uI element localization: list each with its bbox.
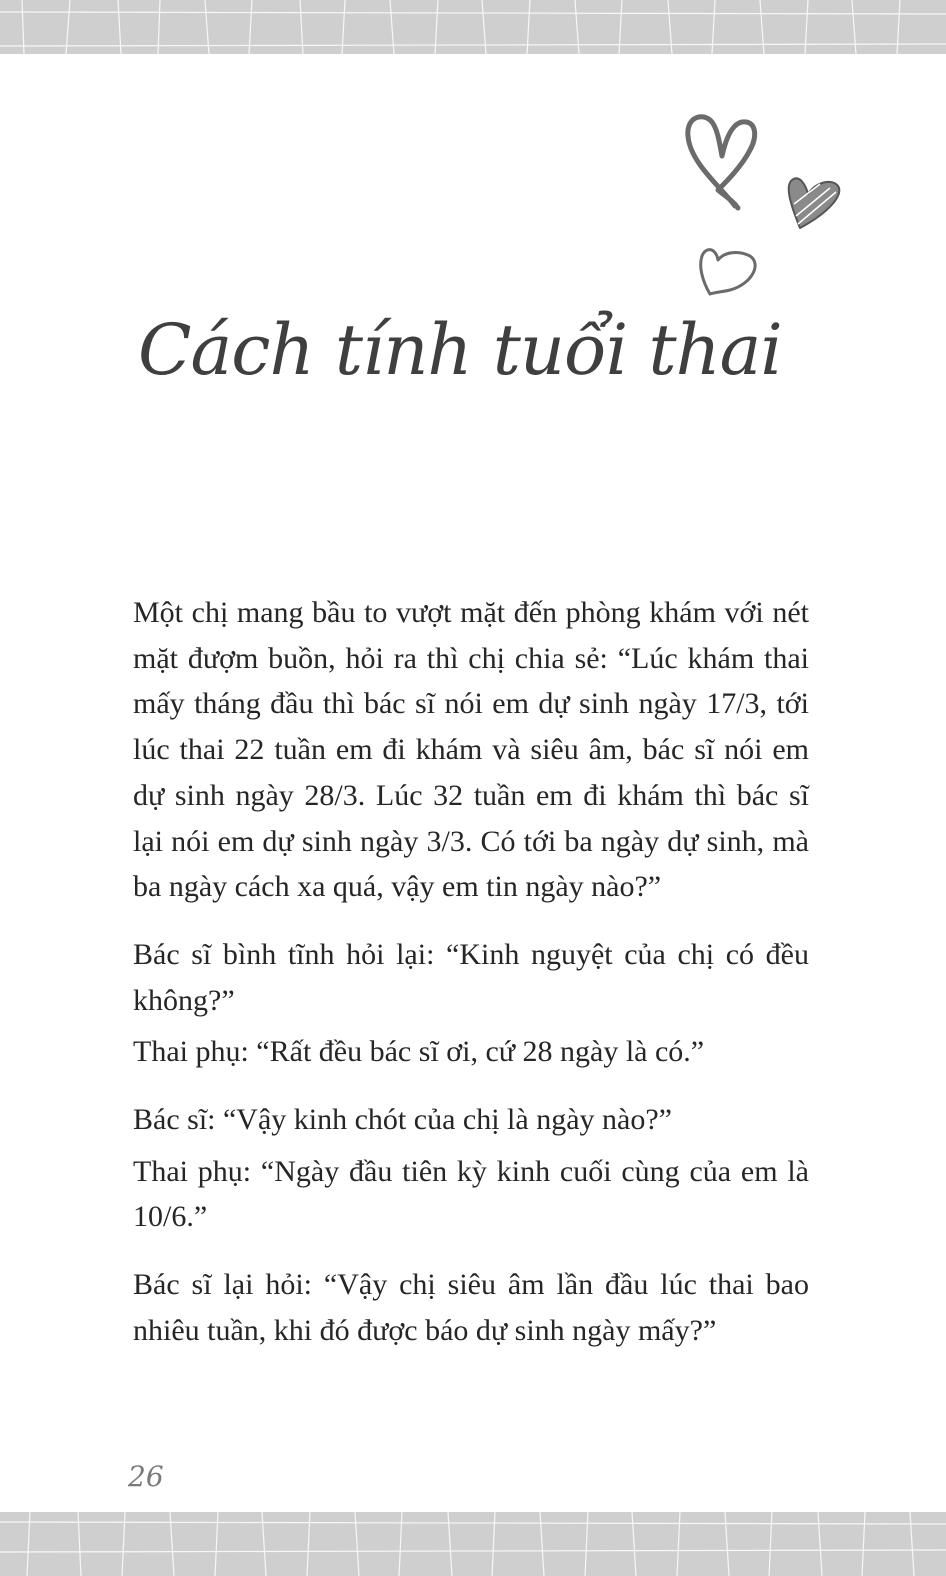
paragraph: Thai phụ: “Ngày đầu tiên kỳ kinh cuối cùng của em là 10/6.” [133, 1154, 809, 1234]
bottom-decorative-band [0, 1512, 946, 1576]
hearts-decoration [680, 108, 860, 308]
top-decorative-band [0, 0, 946, 54]
paragraph: Thai phụ: “Rất đều bác sĩ ơi, cứ 28 ngày là có.” [133, 1035, 705, 1069]
filled-heart-icon [789, 178, 840, 228]
body-text [133, 590, 809, 1354]
page-number: 26 [128, 1460, 164, 1493]
large-heart-icon [688, 117, 755, 208]
paragraph: Một chị mang bầu to vượt mặt đến phòng khám với nét mặt đượm buồn, hỏi ra thì chị chia sẻ: “Lúc khám thai mấy tháng đầu thì bác sĩ nói em dự sinh ngày 17/3, tới lúc thai 22 tuần em đi khám và siêu âm, bác sĩ nói em dự sinh ngày 28/3. Lúc 32 tuần em đi khám thì bác sĩ lại nói em dự sinh ngày 3/3. Có tới ba ngày dự sinh, mà ba ngày cách xa quá, vậy em tin ngày nào?” [133, 596, 809, 904]
paragraph: Bác sĩ lại hỏi: “Vậy chị siêu âm lần đầu lúc thai bao nhiêu tuần, khi đó được báo dự sinh ngày mấy?” [133, 1268, 809, 1347]
paragraph: Bác sĩ: “Vậy kinh chót của chị là ngày nào?” [133, 1103, 672, 1137]
small-heart-icon [701, 250, 755, 294]
page-title: Cách tính tuổi thai [138, 309, 782, 391]
paragraph: Bác sĩ bình tĩnh hỏi lại: “Kinh nguyệt của chị có đều không?” [133, 937, 809, 1017]
